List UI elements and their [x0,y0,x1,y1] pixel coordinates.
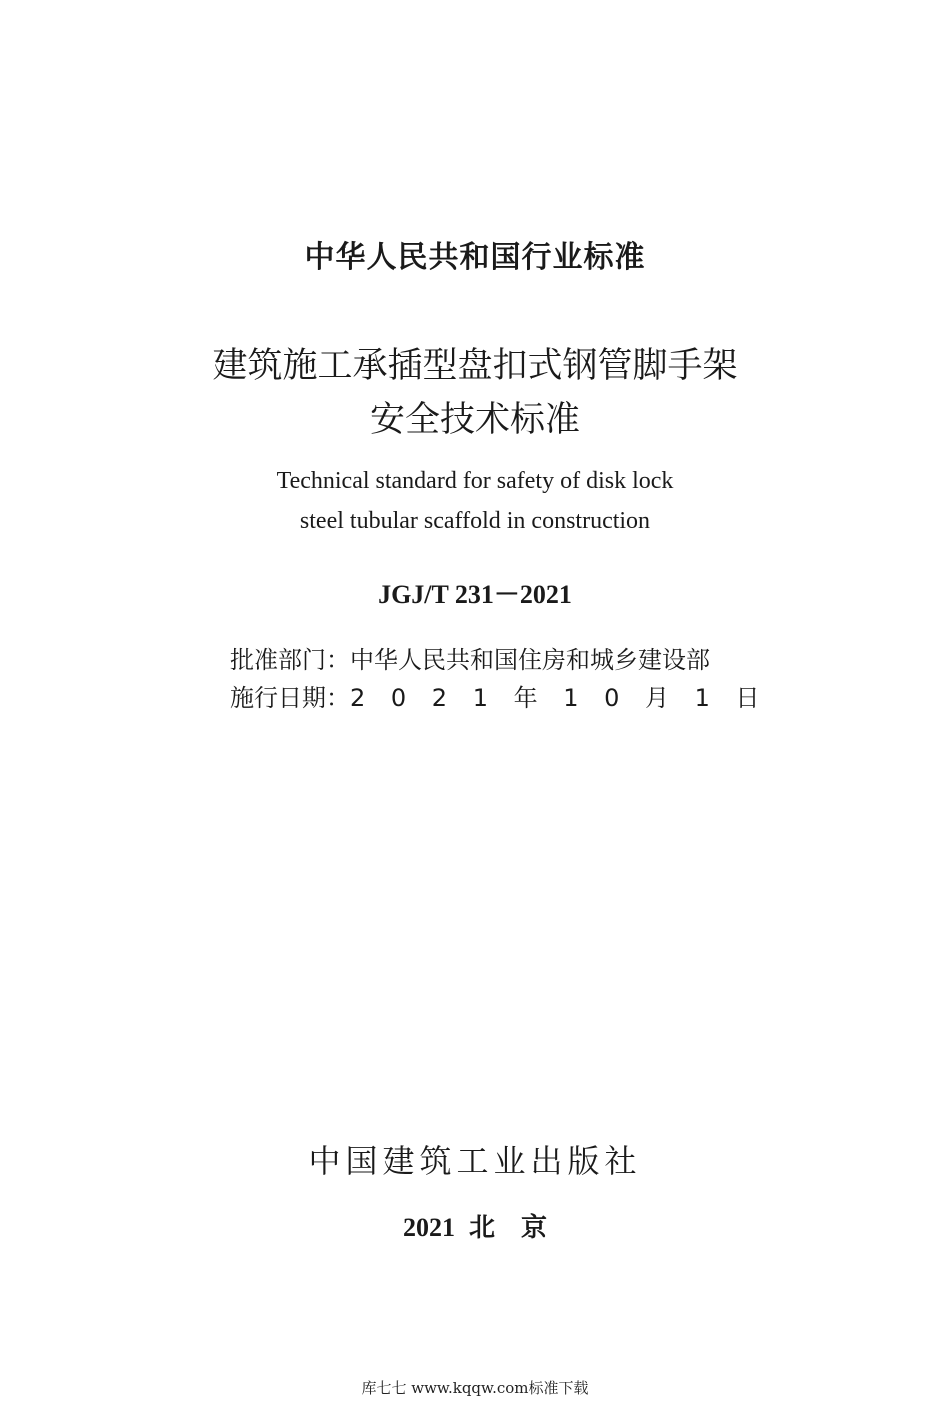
standard-code: JGJ/T 231－2021 [378,580,572,609]
approval-value: 中华人民共和国住房和城乡建设部 [350,646,710,674]
publisher-name: 中国建筑工业出版社 [308,1142,642,1180]
footer-watermark: 库七七 www.kqqw.com标准下载 [361,1379,589,1397]
industry-standard-heading: 中华人民共和国行业标准 [304,240,646,275]
publication-year-city [0,1207,950,1244]
title-en-line1: Technical standard for safety of disk lock [276,468,674,494]
approval-department [230,640,710,675]
title-cn-line1: 建筑施工承插型盘扣式钢管脚手架 [212,346,738,386]
effective-date [230,678,769,713]
title-cn-line2: 安全技术标准 [369,400,580,440]
approval-label: 批准部门： [230,646,350,674]
publication-year: 2021 [402,1213,455,1242]
publication-city: 北 京 [468,1213,547,1242]
effective-value: 2 0 2 1 年 1 0 月 1 日 [350,684,769,712]
title-en-line2: steel tubular scaffold in construction [299,508,651,534]
effective-label: 施行日期： [230,684,350,712]
